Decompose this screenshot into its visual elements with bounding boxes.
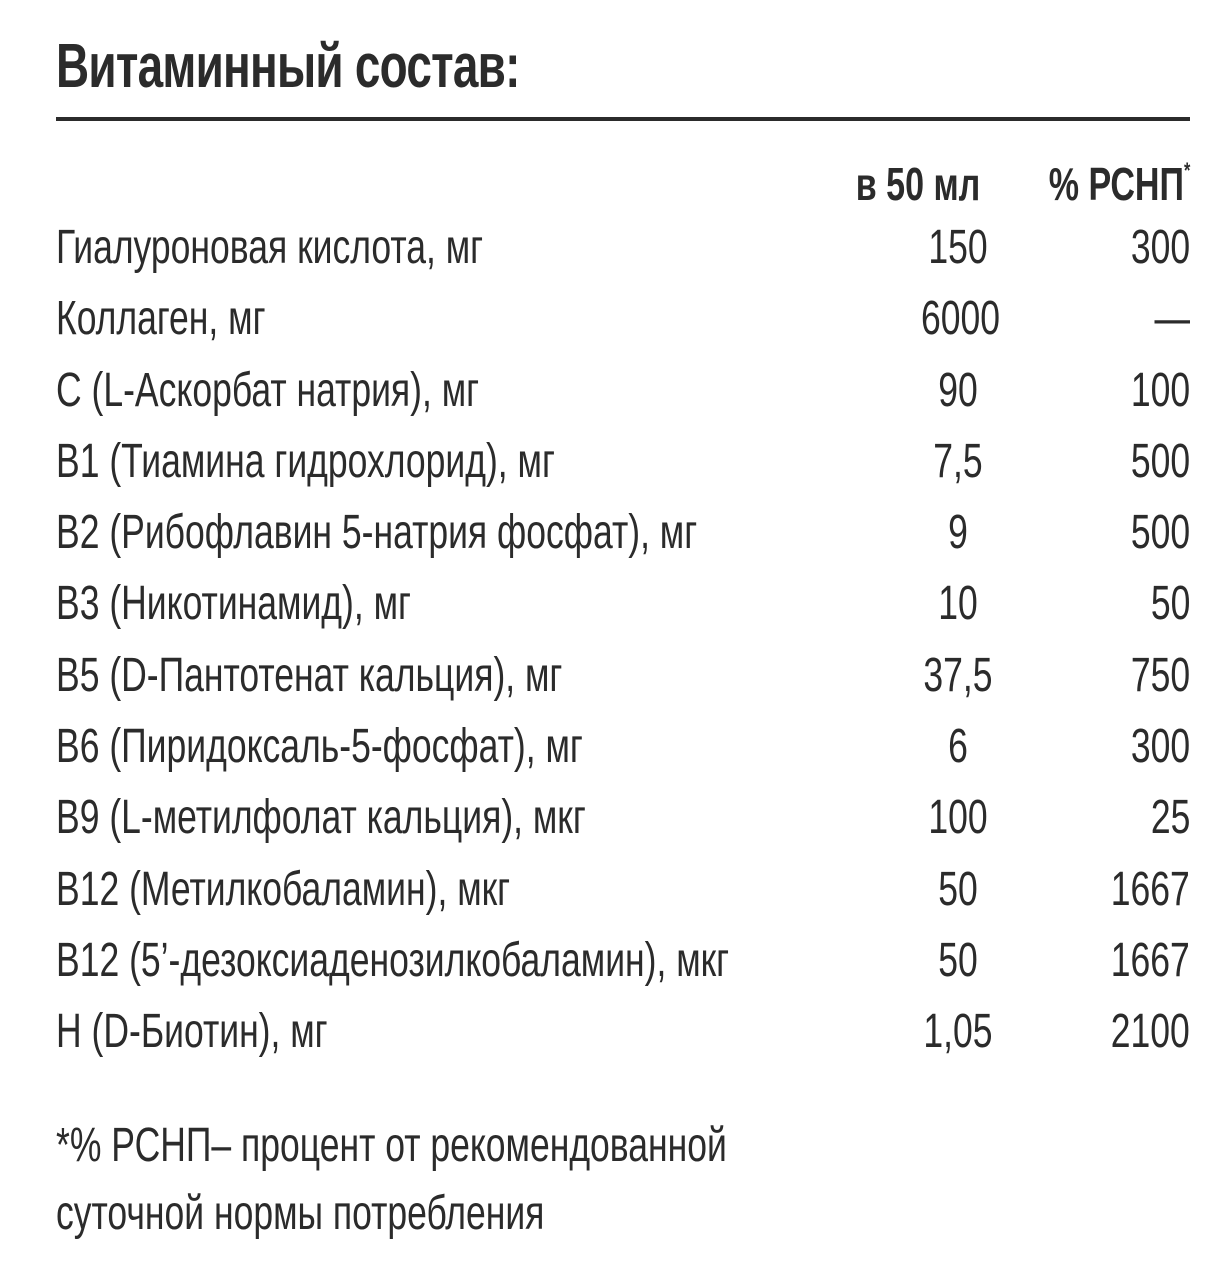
amount-value: 7,5 (933, 434, 983, 488)
table-row (56, 426, 1190, 497)
amount-value: 37,5 (923, 648, 993, 702)
percent-value: 750 (1130, 648, 1190, 702)
amount-value: 9 (948, 506, 968, 560)
nutrient-name: В6 (Пиридоксаль-5-фосфат), мг (56, 720, 583, 774)
footnote-line: суточной нормы потребления (56, 1187, 545, 1240)
nutrient-name: Гиалуроновая кислота, мг (56, 221, 484, 274)
table-header (56, 156, 1190, 212)
amount-value: 100 (928, 791, 988, 845)
percent-column-header-label: % РСНП (1048, 158, 1184, 210)
table-row (56, 996, 1190, 1067)
amount-value: 10 (938, 577, 978, 631)
amount-value: 6 (948, 720, 968, 774)
table-row (56, 212, 1190, 283)
table-row (56, 711, 1190, 782)
percent-value: 25 (1150, 791, 1190, 845)
percent-value: — (1154, 292, 1190, 346)
nutrient-name: Коллаген, мг (56, 292, 266, 346)
title-divider (56, 117, 1190, 121)
table-row (56, 283, 1190, 354)
percent-value: 500 (1130, 506, 1190, 560)
nutrient-name: В12 (5’-дезоксиаденозилкобаламин), мкг (56, 933, 730, 987)
page-title: Витаминный состав: (56, 32, 520, 101)
amount-value: 50 (938, 933, 978, 987)
table-row (56, 925, 1190, 996)
table-row (56, 568, 1190, 639)
percent-value: 1667 (1110, 862, 1190, 916)
nutrient-name: В1 (Тиамина гидрохлорид), мг (56, 434, 555, 488)
nutrient-name: В9 (L-метилфолат кальция), мкг (56, 791, 586, 845)
table-row (56, 640, 1190, 711)
table-row (56, 497, 1190, 568)
percent-value: 100 (1130, 363, 1190, 417)
nutrient-name: В12 (Метилкобаламин), мкг (56, 862, 511, 916)
percent-column-header (1048, 156, 1190, 212)
footnote-line: *% РСНП– процент от рекомендованной (56, 1119, 727, 1172)
footnote (56, 1112, 727, 1248)
nutrient-name: В5 (D-Пантотенат кальция), мг (56, 648, 563, 702)
percent-value: 2100 (1110, 1005, 1190, 1059)
nutrient-name: Н (D-Биотин), мг (56, 1005, 328, 1059)
amount-column-header: в 50 мл (855, 158, 980, 210)
percent-value: 300 (1130, 720, 1190, 774)
footnote-marker: * (1183, 158, 1190, 183)
nutrient-table (56, 212, 1190, 1068)
amount-value: 150 (928, 221, 988, 274)
nutrient-name: С (L-Аскорбат натрия), мг (56, 363, 480, 417)
nutrient-name: В3 (Никотинамид), мг (56, 577, 411, 631)
amount-value: 1,05 (923, 1005, 993, 1059)
percent-value: 500 (1130, 434, 1190, 488)
table-row (56, 355, 1190, 426)
percent-value: 1667 (1110, 933, 1190, 987)
percent-value: 300 (1130, 221, 1190, 274)
table-row (56, 782, 1190, 853)
amount-value: 6000 (921, 292, 1001, 346)
percent-value: 50 (1150, 577, 1190, 631)
table-row (56, 854, 1190, 925)
nutrient-name: В2 (Рибофлавин 5-натрия фосфат), мг (56, 506, 698, 560)
amount-value: 50 (938, 862, 978, 916)
amount-value: 90 (938, 363, 978, 417)
